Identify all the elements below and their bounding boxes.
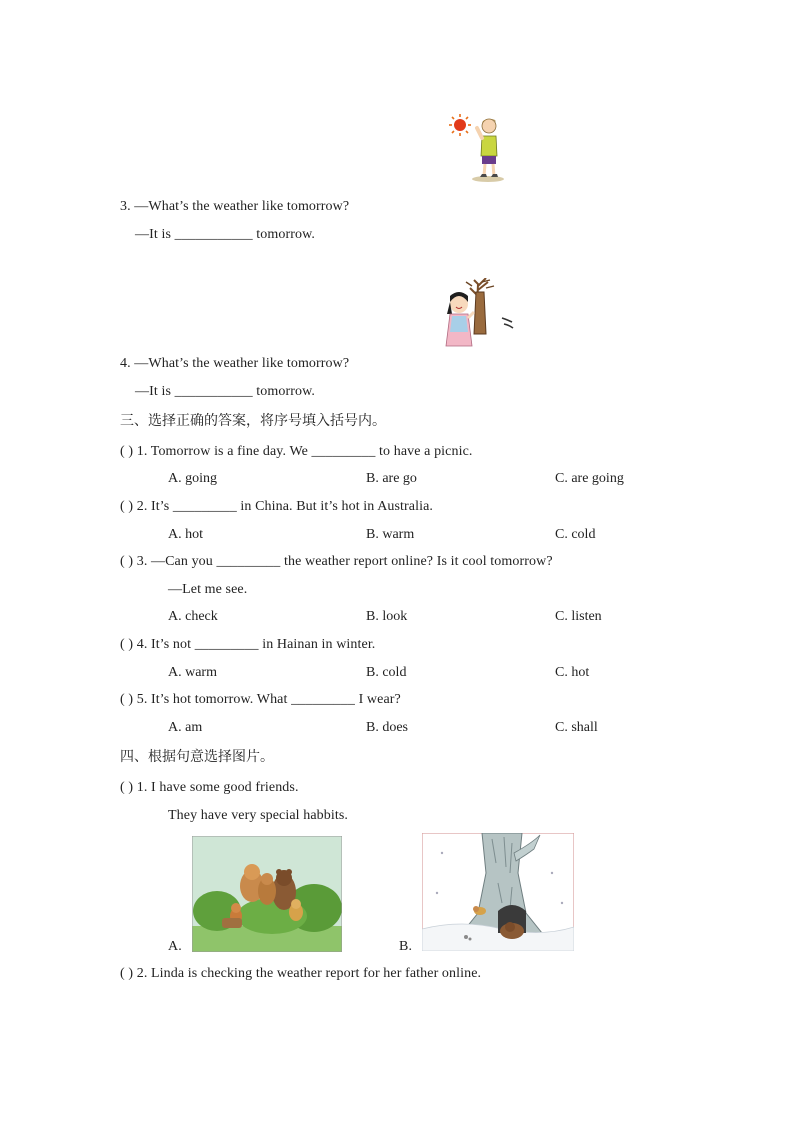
mc-4-option-c: C. hot xyxy=(555,665,590,680)
sun-icon xyxy=(449,114,471,136)
mc-4-option-a: A. warm xyxy=(168,665,217,680)
question-3-prompt: 3. —What’s the weather like tomorrow? xyxy=(120,199,350,214)
mc-5-option-c: C. shall xyxy=(555,720,598,735)
picture-a-animals-forest xyxy=(192,836,342,952)
hot-weather-boy-image xyxy=(446,112,510,184)
picture-b-winter-bear xyxy=(422,833,574,951)
mc-3-option-a: A. check xyxy=(168,609,218,624)
picture-b-label: B. xyxy=(399,939,413,954)
picture-a-label: A. xyxy=(168,939,182,954)
mc-2-stem: ( ) 2. It’s _________ in China. But it’s hot in Australia. xyxy=(120,499,434,514)
mc-3-option-b: B. look xyxy=(366,609,408,624)
mc-3-stem: ( ) 3. —Can you _________ the weather report online? Is it cool tomorrow? xyxy=(120,554,553,569)
mc-1-option-c: C. are going xyxy=(555,471,624,486)
mc-5-option-a: A. am xyxy=(168,720,203,735)
mc-3-option-c: C. listen xyxy=(555,609,602,624)
mc-5-stem: ( ) 5. It’s hot tomorrow. What _________ I wear? xyxy=(120,692,401,707)
mc-2-option-a: A. hot xyxy=(168,527,203,542)
mc-4-option-b: B. cold xyxy=(366,665,407,680)
pic-question-1-line2: They have very special habbits. xyxy=(168,808,348,823)
pic-question-2-line1: ( ) 2. Linda is checking the weather report for her father online. xyxy=(120,966,482,981)
mc-2-option-c: C. cold xyxy=(555,527,596,542)
mc-1-option-b: B. are go xyxy=(366,471,417,486)
mc-1-option-a: A. going xyxy=(168,471,217,486)
mc-4-stem: ( ) 4. It’s not _________ in Hainan in winter. xyxy=(120,637,376,652)
question-4-answer-line: —It is ___________ tomorrow. xyxy=(135,384,315,399)
question-4-prompt: 4. —What’s the weather like tomorrow? xyxy=(120,356,350,371)
mc-1-stem: ( ) 1. Tomorrow is a fine day. We _________ to have a picnic. xyxy=(120,444,473,459)
question-3-answer-line: —It is ___________ tomorrow. xyxy=(135,227,315,242)
mc-3-extra: —Let me see. xyxy=(168,582,248,597)
pic-question-1-line1: ( ) 1. I have some good friends. xyxy=(120,780,299,795)
section-3-heading: 三、选择正确的答案，将序号填入括号内。 xyxy=(120,413,386,429)
section-4-heading: 四、根据句意选择图片。 xyxy=(120,749,274,765)
windy-weather-girl-image xyxy=(442,278,522,350)
mc-5-option-b: B. does xyxy=(366,720,408,735)
mc-2-option-b: B. warm xyxy=(366,527,415,542)
